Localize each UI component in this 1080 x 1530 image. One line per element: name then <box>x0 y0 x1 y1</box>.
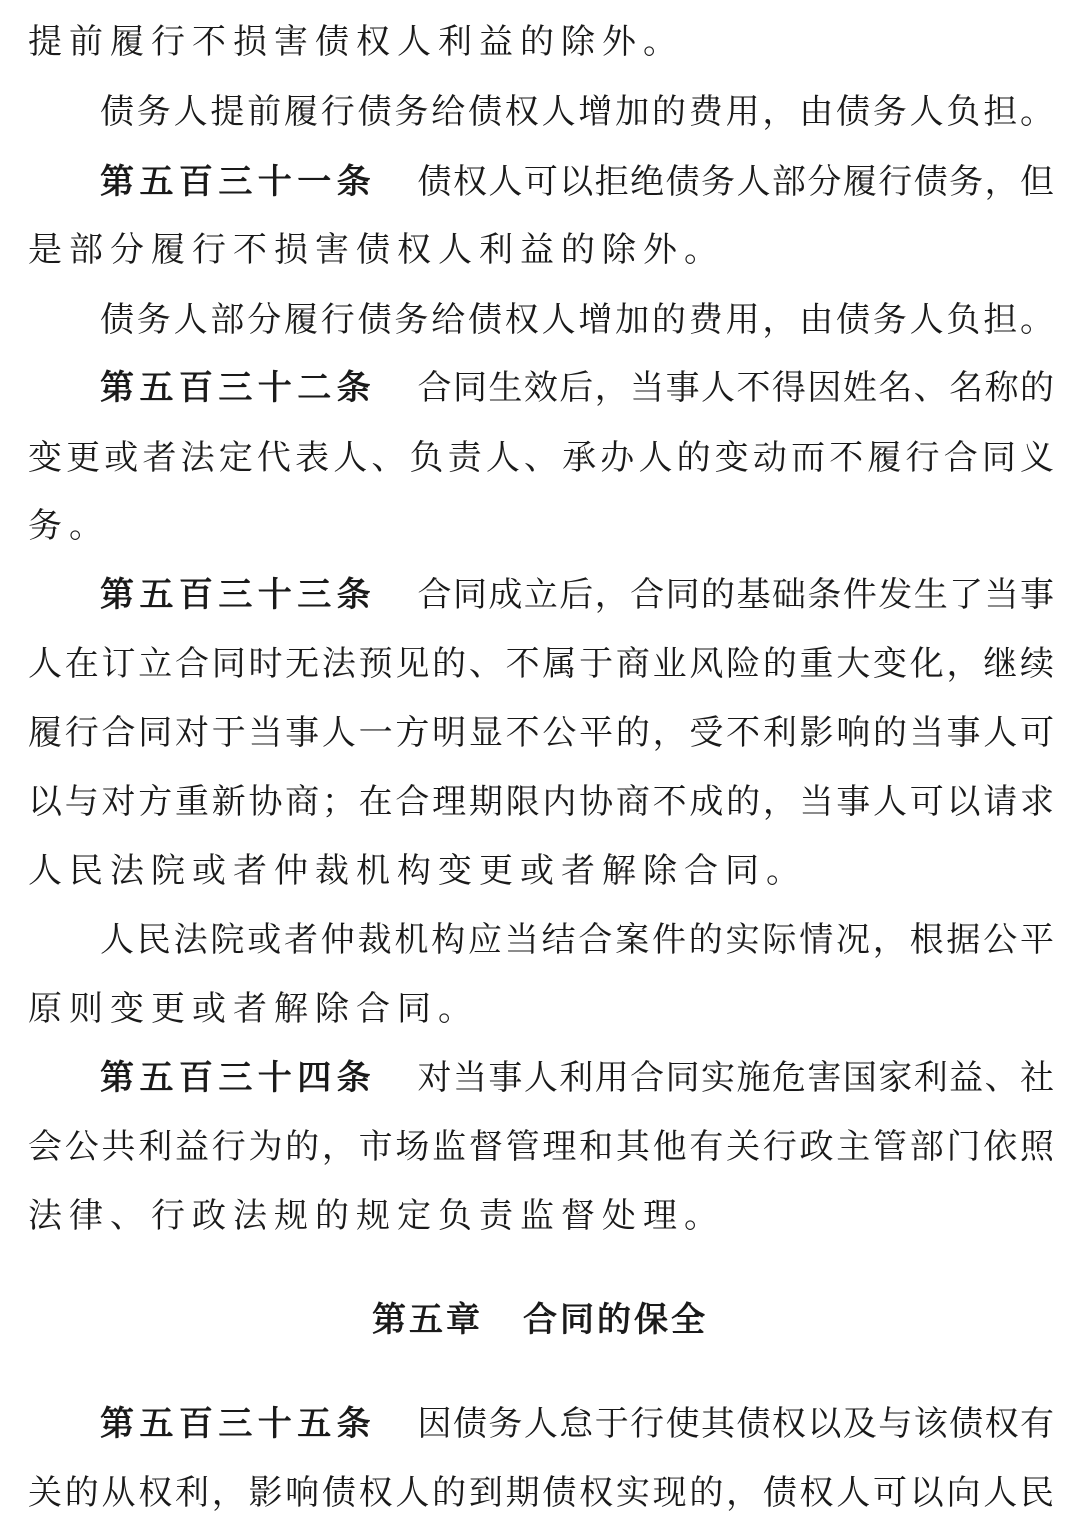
text-line: 履行合同对于当事人一方明显不公平的，受不利影响的当事人可 <box>28 713 1054 753</box>
text-line: 会公共利益行为的，市场监督管理和其他有关行政主管部门依照 <box>28 1127 1054 1167</box>
text-line: 人民法院或者仲裁机构变更或者解除合同。 <box>28 851 807 891</box>
paragraph-line: 人民法院或者仲裁机构应当结合案件的实际情况，根据公平 <box>100 920 1054 960</box>
article-heading: 第五百三十四条 <box>100 1058 377 1098</box>
article-text: 因债务人怠于行使其债权以及与该债权有 <box>416 1404 1055 1444</box>
article-534-first-line <box>100 1048 1054 1108</box>
article-text: 合同生效后，当事人不得因姓名、名称的 <box>416 368 1055 408</box>
article-heading: 第五百三十一条 <box>100 162 377 202</box>
article-text: 合同成立后，合同的基础条件发生了当事 <box>416 575 1055 615</box>
article-heading: 第五百三十五条 <box>100 1404 377 1444</box>
paragraph-line: 债务人提前履行债务给债权人增加的费用，由债务人负担。 <box>100 92 1054 132</box>
text-line: 是部分履行不损害债权人利益的除外。 <box>28 230 725 270</box>
chapter-number: 第五章 <box>372 1300 483 1340</box>
text-line: 关的从权利，影响债权人的到期债权实现的，债权人可以向人民 <box>28 1473 1054 1513</box>
article-text: 对当事人利用合同实施危害国家利益、社 <box>416 1058 1055 1098</box>
article-heading: 第五百三十二条 <box>100 368 377 408</box>
text-line: 原则变更或者解除合同。 <box>28 989 479 1029</box>
article-text: 债权人可以拒绝债务人部分履行债务，但 <box>416 162 1055 202</box>
paragraph-line: 债务人部分履行债务给债权人增加的费用，由债务人负担。 <box>100 300 1054 340</box>
text-line: 人在订立合同时无法预见的、不属于商业风险的重大变化，继续 <box>28 644 1054 684</box>
article-535-first-line <box>100 1394 1054 1454</box>
text-line: 变更或者法定代表人、负责人、承办人的变动而不履行合同义 <box>28 438 1054 478</box>
article-531-first-line <box>100 152 1054 212</box>
text-line: 务。 <box>28 506 110 546</box>
chapter-heading <box>0 1290 1080 1350</box>
chapter-title: 合同的保全 <box>523 1300 708 1340</box>
article-532-first-line <box>100 358 1054 418</box>
article-533-first-line <box>100 565 1054 625</box>
text-line: 法律、行政法规的规定负责监督处理。 <box>28 1196 725 1236</box>
article-heading: 第五百三十三条 <box>100 575 377 615</box>
text-line: 提前履行不损害债权人利益的除外。 <box>28 22 684 62</box>
text-line: 以与对方重新协商；在合理期限内协商不成的，当事人可以请求 <box>28 782 1054 822</box>
